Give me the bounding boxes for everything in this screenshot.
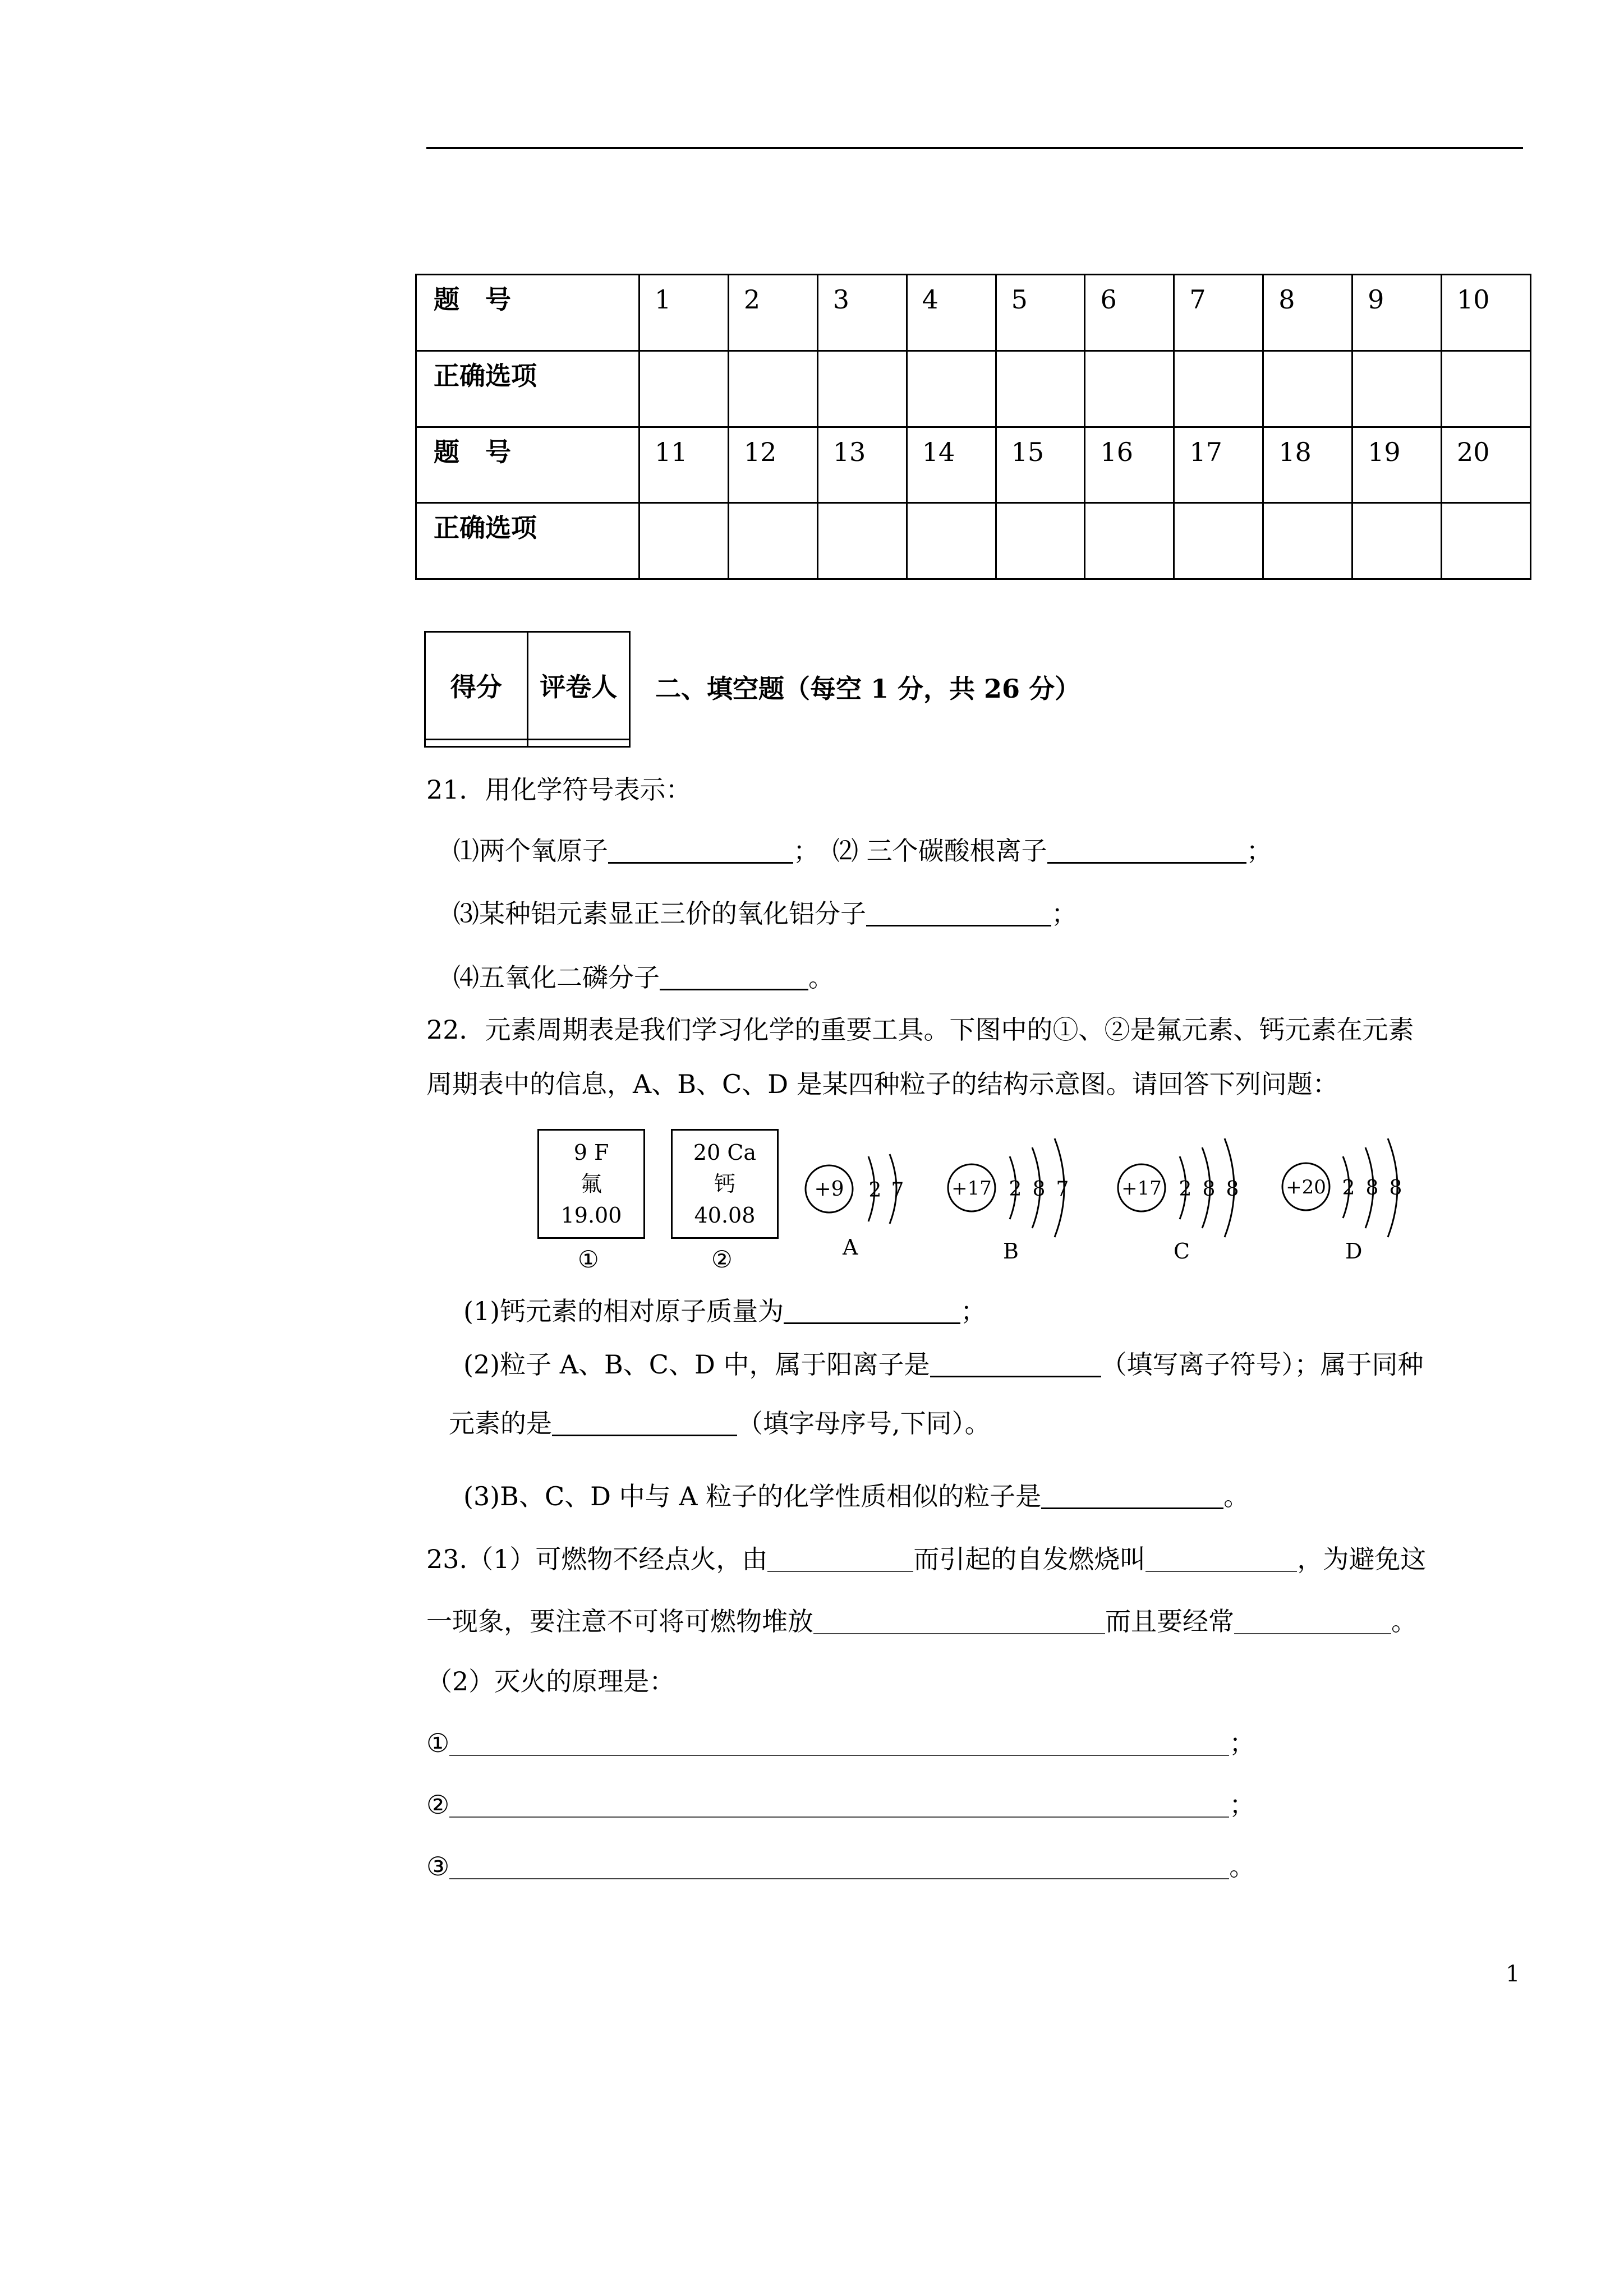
atom-diagram-d — [1278, 1122, 1435, 1245]
q23-line3: （2）灭火的原理是： — [426, 1666, 675, 1696]
question-number: 5 — [996, 275, 1085, 351]
question-number: 9 — [1352, 275, 1442, 351]
q21-part4: ⑷五氧化二磷分子 。 — [453, 962, 834, 993]
question-number: 6 — [1085, 275, 1174, 351]
answer-table — [415, 274, 1531, 580]
answer-cell[interactable] — [996, 503, 1085, 579]
particle-label: A — [843, 1235, 858, 1260]
grader-label: 评卷人 — [527, 632, 630, 740]
answer-cell[interactable] — [1174, 503, 1263, 579]
answer-blank[interactable] — [449, 1732, 1229, 1756]
answer-blank[interactable] — [552, 1412, 737, 1436]
question-number: 19 — [1352, 427, 1442, 503]
answer-blank[interactable] — [1145, 1548, 1297, 1572]
answer-blank[interactable] — [784, 1300, 960, 1324]
q22-sub1: (1)钙元素的相对原子质量为 ； — [463, 1296, 987, 1326]
nucleus-charge: +20 — [1286, 1176, 1326, 1198]
question-number: 13 — [817, 427, 907, 503]
answer-cell[interactable] — [640, 503, 729, 579]
shell-count: 2 — [1009, 1178, 1022, 1201]
answer-blank[interactable] — [1234, 1611, 1391, 1634]
element-card-fluorine — [537, 1129, 645, 1239]
question-number: 11 — [640, 427, 729, 503]
element-mass: 40.08 — [694, 1203, 756, 1228]
q23-line1: 23.（1）可燃物不经点火，由 而引起的自发燃烧叫 ，为避免这 — [426, 1544, 1427, 1574]
answer-blank[interactable] — [449, 1794, 1229, 1818]
shell-count: 8 — [1226, 1178, 1239, 1201]
answer-blank[interactable] — [1041, 1485, 1223, 1509]
question-number: 10 — [1442, 275, 1531, 351]
table-row — [416, 427, 1531, 503]
score-cell[interactable] — [425, 739, 528, 747]
q22-stem-line2: 周期表中的信息，A、B、C、D 是某四种粒子的结构示意图。请回答下列问题： — [426, 1069, 1338, 1099]
question-number: 2 — [728, 275, 817, 351]
shell-count: 8 — [1389, 1177, 1402, 1200]
table-row — [416, 275, 1531, 351]
q22-sub2-cont: 元素的是 （填字母序号,下同）。 — [449, 1408, 991, 1439]
shell-count: 8 — [1365, 1177, 1379, 1200]
row-label-answer: 正确选项 — [416, 351, 640, 427]
answer-cell[interactable] — [817, 503, 907, 579]
answer-cell[interactable] — [728, 351, 817, 427]
section-title: 二、填空题（每空 1 分，共 26 分） — [655, 674, 1081, 704]
element-mass: 19.00 — [560, 1203, 622, 1228]
question-number: 12 — [728, 427, 817, 503]
answer-cell[interactable] — [1263, 503, 1352, 579]
atom-diagram-b — [942, 1122, 1099, 1245]
answer-blank[interactable] — [813, 1611, 1105, 1634]
answer-cell[interactable] — [817, 351, 907, 427]
nucleus-charge: +9 — [814, 1178, 844, 1201]
answer-blank[interactable] — [767, 1548, 913, 1572]
question-number: 1 — [640, 275, 729, 351]
header-rule — [426, 147, 1523, 149]
question-number: 15 — [996, 427, 1085, 503]
question-number: 16 — [1085, 427, 1174, 503]
answer-cell[interactable] — [907, 351, 996, 427]
shell-count: 2 — [1342, 1177, 1355, 1200]
grader-cell[interactable] — [527, 739, 630, 747]
question-number: 20 — [1442, 427, 1531, 503]
q21-part3: ⑶某种铝元素显正三价的氧化铝分子 ； — [453, 898, 1077, 929]
question-number: 18 — [1263, 427, 1352, 503]
table-row — [416, 351, 1531, 427]
shell-count: 2 — [1179, 1178, 1192, 1201]
answer-cell[interactable] — [1174, 351, 1263, 427]
score-label: 得分 — [425, 632, 528, 740]
q21-part1: ⑴两个氧原子 ； ⑵ 三个碳酸根离子 ； — [453, 836, 1272, 866]
nucleus-charge: +17 — [951, 1177, 992, 1200]
question-number: 4 — [907, 275, 996, 351]
answer-cell[interactable] — [640, 351, 729, 427]
q23-line2: 一现象，要注意不可将可燃物堆放 而且要经常 。 — [426, 1606, 1417, 1636]
answer-cell[interactable] — [1263, 351, 1352, 427]
atom-diagram-a — [797, 1127, 942, 1239]
question-number: 14 — [907, 427, 996, 503]
shell-count: 7 — [1056, 1178, 1069, 1201]
answer-cell[interactable] — [1442, 351, 1531, 427]
q22-sub3: (3)B、C、D 中与 A 粒子的化学性质相似的粒子是 。 — [463, 1481, 1250, 1511]
answer-cell[interactable] — [1085, 351, 1174, 427]
nucleus-charge: +17 — [1121, 1177, 1162, 1200]
atom-diagram-c — [1114, 1122, 1271, 1245]
answer-cell[interactable] — [1352, 503, 1442, 579]
answer-blank[interactable] — [930, 1353, 1101, 1377]
answer-blank[interactable] — [660, 966, 808, 990]
element-number-symbol: 9 F — [573, 1140, 609, 1165]
answer-cell[interactable] — [996, 351, 1085, 427]
particle-label: B — [1003, 1239, 1019, 1264]
q22-stem-line1: 22．元素周期表是我们学习化学的重要工具。下图中的①、②是氟元素、钙元素在元素 — [426, 1015, 1414, 1045]
question-number: 17 — [1174, 427, 1263, 503]
answer-blank[interactable] — [449, 1856, 1229, 1879]
page-number: 1 — [1506, 1961, 1520, 1987]
answer-cell[interactable] — [728, 503, 817, 579]
question-number: 7 — [1174, 275, 1263, 351]
answer-cell[interactable] — [1085, 503, 1174, 579]
q23-principle-2: ② ； — [426, 1790, 1255, 1820]
table-row — [416, 503, 1531, 579]
answer-cell[interactable] — [907, 503, 996, 579]
shell-count: 8 — [1032, 1178, 1046, 1201]
answer-blank[interactable] — [866, 902, 1051, 926]
answer-blank[interactable] — [608, 840, 793, 864]
shell-count: 2 — [868, 1179, 882, 1202]
element-card-calcium — [671, 1129, 779, 1239]
particle-label: D — [1345, 1239, 1363, 1264]
row-label-number: 题 号 — [416, 427, 640, 503]
q22-sub2: (2)粒子 A、B、C、D 中，属于阳离子是 （填写离子符号）；属于同种 — [463, 1349, 1424, 1380]
q21-stem: 21．用化学符号表示： — [426, 774, 692, 805]
score-box — [424, 631, 631, 748]
q23-principle-1: ① ； — [426, 1728, 1255, 1758]
answer-cell[interactable] — [1442, 503, 1531, 579]
answer-cell[interactable] — [1352, 351, 1442, 427]
q23-principle-3: ③ 。 — [426, 1851, 1255, 1882]
shell-count: 8 — [1202, 1178, 1216, 1201]
question-number: 3 — [817, 275, 907, 351]
element-name: 钙 — [714, 1172, 735, 1196]
element-number-symbol: 20 Ca — [693, 1140, 757, 1165]
particle-label: C — [1174, 1239, 1190, 1264]
answer-blank[interactable] — [1047, 840, 1246, 864]
element-name: 氟 — [580, 1172, 602, 1196]
row-label-answer: 正确选项 — [416, 503, 640, 579]
element-marker: ① — [578, 1246, 599, 1273]
row-label-number: 题 号 — [416, 275, 640, 351]
question-number: 8 — [1263, 275, 1352, 351]
element-marker: ② — [711, 1246, 733, 1273]
shell-count: 7 — [891, 1179, 904, 1202]
